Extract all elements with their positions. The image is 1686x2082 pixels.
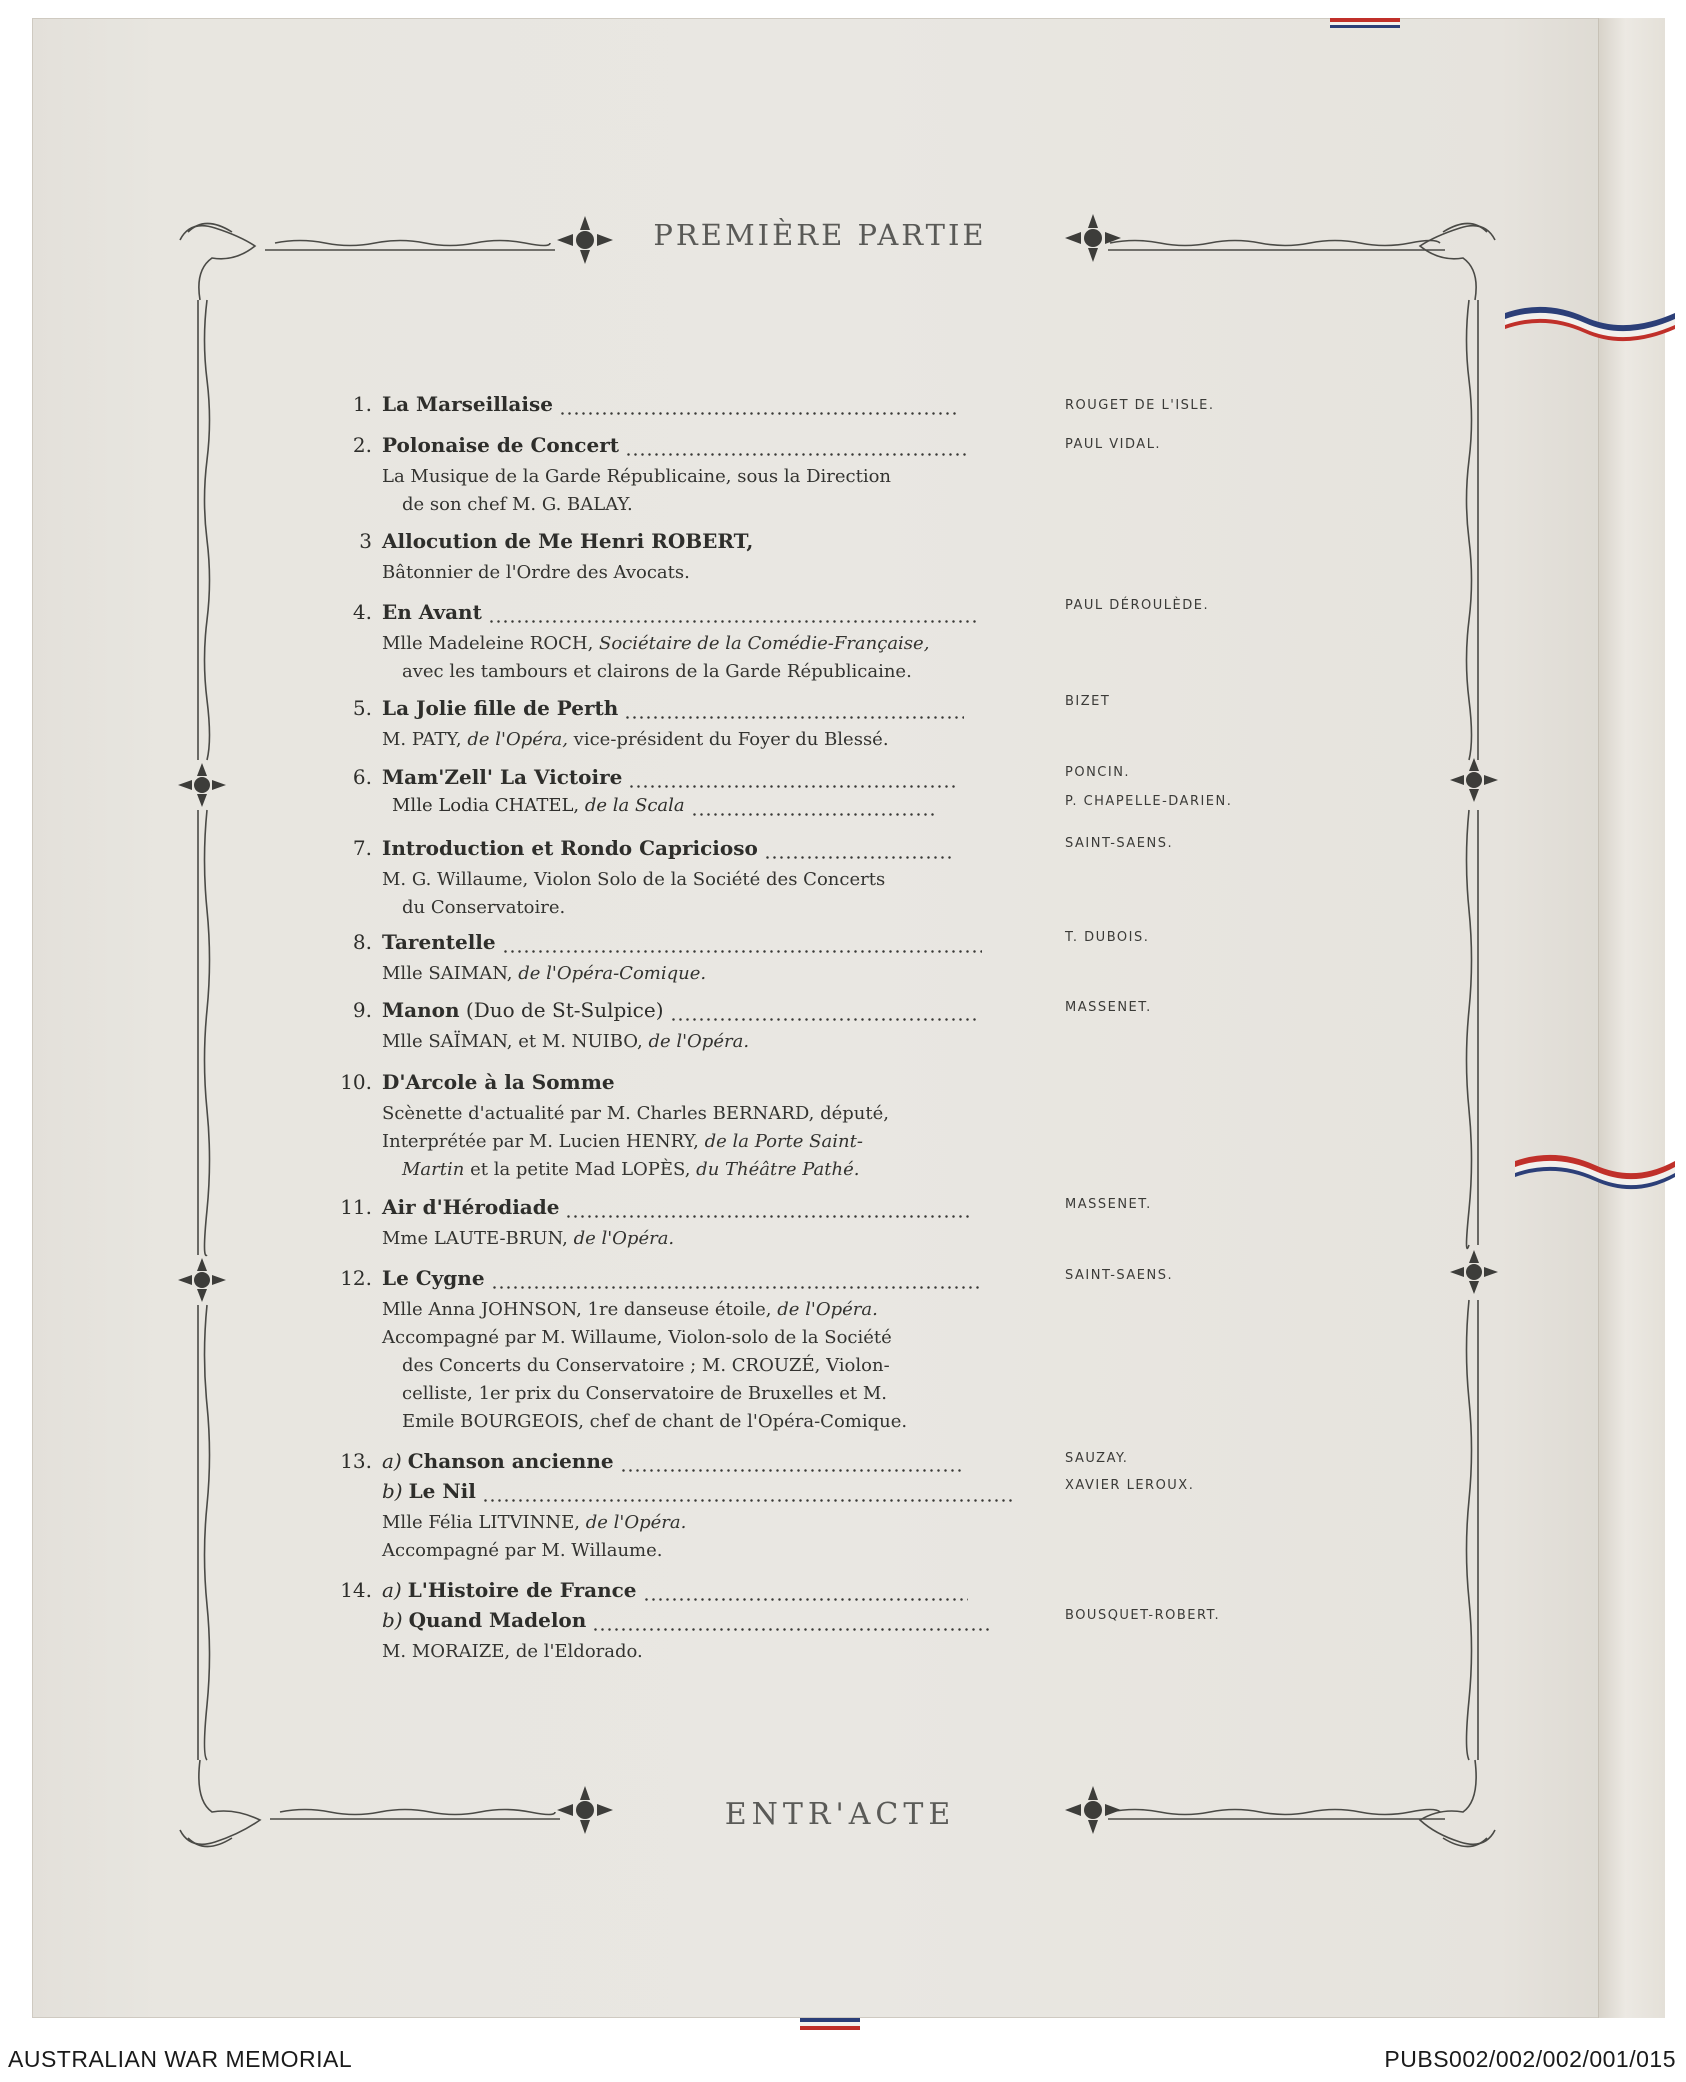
entry-title: L'Histoire de France (407, 1578, 637, 1602)
program-entry-7 (320, 836, 1300, 922)
entry-composer: SAINT-SAENS. (1065, 1268, 1174, 1283)
entry-title: Tarentelle (382, 930, 496, 954)
dot-leader (491, 1286, 981, 1289)
entry-title-b: Le Nil (408, 1479, 476, 1503)
entry-composer: T. DUBOIS. (1065, 930, 1150, 945)
dot-leader (624, 716, 964, 719)
entry-description: Mlle Anna JOHNSON, 1re danseuse étoile, de l'Opéra. Accompagné par M. Willaume, Violon-solo de la Société des Concerts du Conservatoire ; M. CROUZÉ, Violon- celliste, 1er prix du Conservatoire de Bruxelles et M. Emile BOURGEOIS, chef de chant de l'Opéra-Comique. (382, 1299, 908, 1432)
entry-composer-secondary: P. CHAPELLE-DARIEN. (1065, 794, 1233, 809)
program-entry-2 (320, 433, 1300, 519)
entry-composer: PONCIN. (1065, 765, 1131, 780)
entry-composer: BIZET (1065, 694, 1111, 709)
entry-title: Chanson ancienne (407, 1449, 614, 1473)
entry-composer-b: XAVIER LEROUX. (1065, 1478, 1195, 1493)
entry-composer: ROUGET DE L'ISLE. (1065, 398, 1215, 413)
program-entry-11 (320, 1195, 1300, 1253)
entry-description: M. G. Willaume, Violon Solo de la Société des Concerts du Conservatoire. (382, 869, 886, 918)
program-entry-12 (320, 1266, 1300, 1436)
entry-title-b: Quand Madelon (408, 1608, 587, 1632)
entry-number: 9. (352, 998, 372, 1022)
entry-title: Mam'Zell' La Victoire (382, 765, 623, 789)
program-entry-6: 6. Mam'Zell' La Victoire PONCIN. Mlle Lodia CHATEL, de la Scala P. CHAPELLE-DARIEN. (320, 765, 1300, 823)
entry-title: Air d'Hérodiade (382, 1195, 560, 1219)
entry-number: 4. (352, 600, 372, 624)
dot-leader (482, 1499, 1012, 1502)
entry-description: Mlle SAIMAN, de l'Opéra-Comique. (382, 963, 707, 984)
dot-leader (691, 813, 936, 816)
entry-title: D'Arcole à la Somme (382, 1070, 615, 1094)
program-entry-13: 13. a) Chanson ancienne SAUZAY. b) Le Nil XAVIER LEROUX. Mlle Félia LITVINNE, de l'Opéra. Accompagné par M. Willaume. (320, 1449, 1300, 1565)
program-entry-5 (320, 696, 1300, 754)
entry-title: La Jolie fille de Perth (382, 696, 619, 720)
entry-composer: SAUZAY. (1065, 1451, 1129, 1466)
dot-leader (565, 1215, 970, 1218)
entry-number: 10. (340, 1070, 372, 1094)
entry-description: M. MORAIZE, de l'Eldorado. (382, 1641, 643, 1662)
entry-number: 3 (359, 529, 372, 553)
entry-number: 12. (340, 1266, 372, 1290)
section-title-intermission: ENTR'ACTE (724, 1797, 956, 1832)
entry-number: 13. (340, 1449, 372, 1473)
program-entry-9 (320, 998, 1300, 1056)
dot-leader (502, 950, 982, 953)
section-title-first-part: PREMIÈRE PARTIE (653, 218, 987, 252)
entry-number: 1. (352, 392, 372, 416)
entry-composer: MASSENET. (1065, 1197, 1152, 1212)
dot-leader (620, 1469, 965, 1472)
entry-number: 8. (352, 930, 372, 954)
archive-name: AUSTRALIAN WAR MEMORIAL (8, 2046, 353, 2072)
entry-title: Polonaise de Concert (382, 433, 619, 457)
entry-composer: MASSENET. (1065, 1000, 1152, 1015)
entry-description: Mlle Madeleine ROCH, Sociétaire de la Comédie-Française, avec les tambours et clairons de la Garde Républicaine. (382, 633, 930, 682)
entry-description: M. PATY, de l'Opéra, vice-président du Foyer du Blessé. (382, 729, 889, 750)
entry-number: 5. (352, 696, 372, 720)
program-entry-1 (320, 392, 1300, 422)
entry-title-detail: (Duo de St-Sulpice) (459, 998, 664, 1022)
program-entry-4 (320, 600, 1300, 686)
entry-number: 6. (352, 765, 372, 789)
dot-leader (670, 1018, 980, 1021)
program-entry-8 (320, 930, 1300, 988)
entry-composer: PAUL DÉROULÈDE. (1065, 598, 1210, 613)
entry-description: La Musique de la Garde Républicaine, sous la Direction de son chef M. G. BALAY. (382, 466, 892, 515)
entry-number: 2. (352, 433, 372, 457)
entry-description: Mlle Félia LITVINNE, de l'Opéra. Accompagné par M. Willaume. (382, 1512, 687, 1561)
entry-description: Mlle SAÏMAN, et M. NUIBO, de l'Opéra. (382, 1031, 750, 1052)
program-entry-10 (320, 1070, 1300, 1184)
entry-description: Scènette d'actualité par M. Charles BERNARD, député, Interprétée par M. Lucien HENRY, de la Porte Saint- Martin et la petite Mad LOPÈS, du Théâtre Pathé. (382, 1103, 889, 1180)
entry-title: En Avant (382, 600, 482, 624)
dot-leader (592, 1628, 992, 1631)
entry-number: 7. (352, 836, 372, 860)
entry-composer: SAINT-SAENS. (1065, 836, 1174, 851)
dot-leader (559, 412, 959, 415)
dot-leader (625, 453, 970, 456)
entry-composer-b: BOUSQUET-ROBERT. (1065, 1608, 1221, 1623)
entry-title: La Marseillaise (382, 392, 553, 416)
entry-description: Mme LAUTE-BRUN, de l'Opéra. (382, 1228, 675, 1249)
entry-description: Bâtonnier de l'Ordre des Avocats. (382, 562, 690, 583)
dot-leader (764, 856, 954, 859)
entry-number: 14. (340, 1578, 372, 1602)
entry-title: Introduction et Rondo Capricioso (382, 836, 758, 860)
entry-title: Le Cygne (382, 1266, 485, 1290)
entry-number: 11. (340, 1195, 372, 1219)
archive-reference: PUBS002/002/002/001/015 (1384, 2046, 1676, 2072)
dot-leader (643, 1598, 968, 1601)
program-entry-14: 14. a) L'Histoire de France b) Quand Madelon BOUSQUET-ROBERT. M. MORAIZE, de l'Eldorado. (320, 1578, 1300, 1666)
entry-composer: PAUL VIDAL. (1065, 437, 1162, 452)
dot-leader (488, 620, 978, 623)
entry-title: Allocution de Me Henri ROBERT, (382, 529, 754, 553)
entry-title: Manon (382, 998, 460, 1022)
program-entry-3 (320, 529, 1300, 587)
dot-leader (628, 785, 958, 788)
